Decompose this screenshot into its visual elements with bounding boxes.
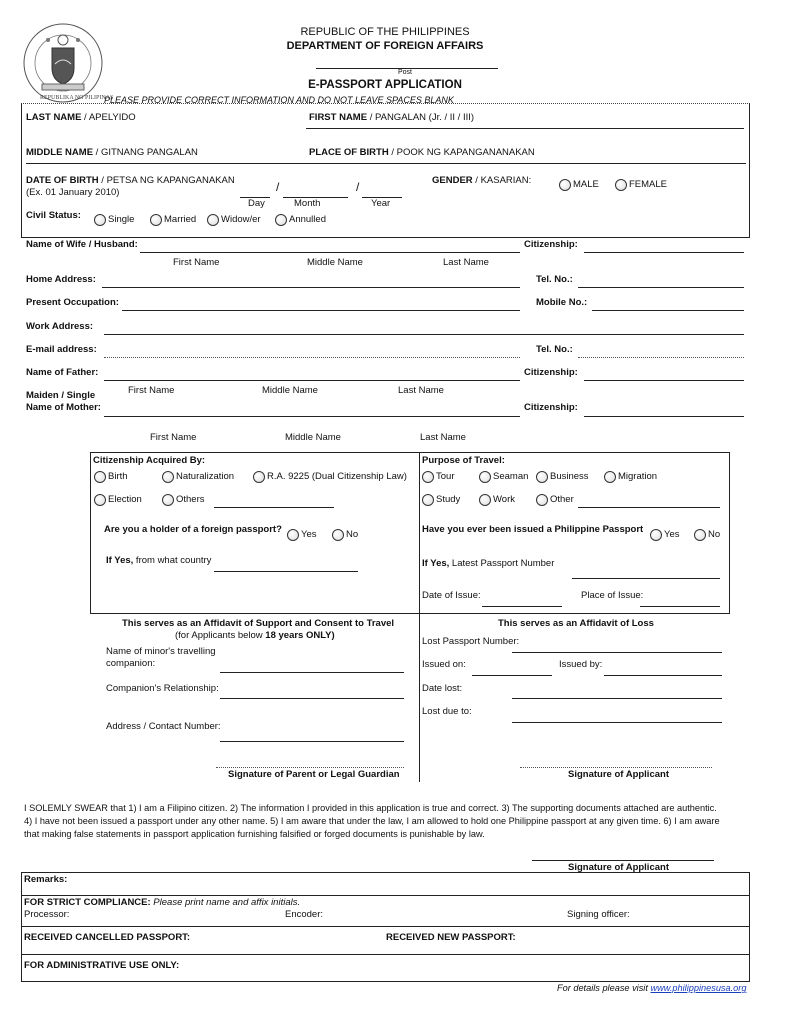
citizenship-travel-divider bbox=[419, 452, 420, 612]
work-radio[interactable] bbox=[479, 494, 491, 506]
father-middle-name-caption: Middle Name bbox=[262, 385, 318, 396]
loss-affidavit-title: This serves as an Affidavit of Loss bbox=[498, 618, 654, 629]
oath-line-1: I SOLEMLY SWEAR that 1) I am a Filipino citizen. 2) The information I provided in this application is true and correct. 3) The supporting documents attached are authentic. bbox=[24, 803, 717, 813]
other-purpose-field[interactable] bbox=[578, 507, 720, 508]
work-address-label: Work Address: bbox=[26, 321, 94, 332]
work-label: Work bbox=[493, 494, 515, 505]
seaman-label: Seaman bbox=[493, 471, 529, 482]
admin-row-divider-3 bbox=[21, 954, 749, 955]
republic-header: REPUBLIC OF THE PHILIPPINES bbox=[300, 26, 470, 38]
date-lost-field[interactable] bbox=[512, 698, 722, 699]
dob-slash-1: / bbox=[276, 180, 280, 194]
admin-row-divider-1 bbox=[21, 895, 749, 896]
home-tel-label: Tel. No.: bbox=[536, 274, 573, 285]
ra9225-label: R.A. 9225 (Dual Citizenship Law) bbox=[267, 471, 407, 482]
ph-yes-label: Yes bbox=[664, 529, 680, 540]
mother-first-name-caption: First Name bbox=[150, 432, 197, 443]
work-tel-field[interactable] bbox=[578, 357, 744, 358]
remarks-label: Remarks: bbox=[24, 874, 68, 885]
naturalization-radio[interactable] bbox=[162, 471, 174, 483]
mobile-field[interactable] bbox=[592, 310, 744, 311]
study-radio[interactable] bbox=[422, 494, 434, 506]
oath-line-3: that making false statements in passport application furnishing falsified or forged documents is punishable by law. bbox=[24, 829, 485, 839]
father-citizenship-label: Citizenship: bbox=[524, 367, 578, 378]
instruction-text: PLEASE PROVIDE CORRECT INFORMATION AND DO NOT LEAVE SPACES BLANK bbox=[104, 95, 454, 105]
dob-year-label: Year bbox=[371, 198, 391, 209]
occupation-field[interactable] bbox=[122, 310, 520, 311]
lost-due-field[interactable] bbox=[512, 722, 722, 723]
last-name-label: LAST NAME / APELYIDO bbox=[26, 112, 136, 123]
married-radio[interactable] bbox=[150, 214, 162, 226]
home-address-field[interactable] bbox=[102, 287, 520, 288]
civil-status-label: Civil Status: bbox=[26, 210, 81, 221]
mother-middle-name-caption: Middle Name bbox=[285, 432, 341, 443]
dob-example: (Ex. 01 January 2010) bbox=[26, 187, 120, 198]
male-label: MALE bbox=[573, 179, 599, 190]
election-label: Election bbox=[108, 494, 142, 505]
female-label: FEMALE bbox=[629, 179, 668, 190]
ra9225-radio[interactable] bbox=[253, 471, 265, 483]
others-label: Others bbox=[176, 494, 205, 505]
single-label: Single bbox=[108, 214, 135, 225]
father-last-name-caption: Last Name bbox=[398, 385, 444, 396]
minor-companion-field[interactable] bbox=[220, 672, 404, 673]
issued-by-field[interactable] bbox=[604, 675, 722, 676]
father-field[interactable] bbox=[104, 380, 520, 381]
minor-companion-label-2: companion: bbox=[106, 658, 156, 669]
support-affidavit-subtitle: (for Applicants below 18 years ONLY) bbox=[175, 630, 335, 641]
place-of-birth-label: PLACE OF BIRTH / POOK NG KAPANGANANAKAN bbox=[309, 147, 535, 158]
foreign-country-field[interactable] bbox=[214, 571, 358, 572]
issued-on-field[interactable] bbox=[472, 675, 552, 676]
foreign-yes-label: Yes bbox=[301, 529, 317, 540]
new-passport-label: RECEIVED NEW PASSPORT: bbox=[386, 932, 516, 943]
oath-line-2: 4) I have not been issued a passport under any other name. 5) I am aware that under the law, I am allowed to hold one Philippine passport at any given time. 6) I am aware bbox=[24, 816, 720, 826]
widow-label: Widow/er bbox=[221, 214, 261, 225]
admin-row-divider-2 bbox=[21, 926, 749, 927]
encoder-label: Encoder: bbox=[285, 909, 324, 920]
father-citizenship-field[interactable] bbox=[584, 380, 744, 381]
other-label: Other bbox=[550, 494, 574, 505]
loss-signature-label: Signature of Applicant bbox=[568, 769, 669, 780]
admin-use-label: FOR ADMINISTRATIVE USE ONLY: bbox=[24, 960, 180, 971]
other-radio[interactable] bbox=[536, 494, 548, 506]
email-label: E-mail address: bbox=[26, 344, 97, 355]
dob-slash-2: / bbox=[356, 180, 360, 194]
guardian-signature-label: Signature of Parent or Legal Guardian bbox=[228, 769, 400, 780]
dob-label: DATE OF BIRTH / PETSA NG KAPANGANAKAN bbox=[26, 175, 235, 186]
study-label: Study bbox=[436, 494, 461, 505]
first-name-label: FIRST NAME / PANGALAN (Jr. / II / III) bbox=[309, 112, 475, 123]
foreign-yes-radio[interactable] bbox=[287, 529, 299, 541]
date-of-issue-field[interactable] bbox=[482, 606, 562, 607]
mother-last-name-caption: Last Name bbox=[420, 432, 466, 443]
spouse-middle-name-caption: Middle Name bbox=[307, 257, 363, 268]
form-title: E-PASSPORT APPLICATION bbox=[308, 79, 462, 91]
issued-by-label: Issued by: bbox=[559, 659, 603, 670]
foreign-country-label: If Yes, from what country bbox=[106, 555, 212, 566]
loss-signature-line[interactable] bbox=[520, 767, 712, 768]
spouse-first-name-caption: First Name bbox=[173, 257, 220, 268]
spouse-field[interactable] bbox=[140, 252, 520, 253]
foreign-no-label: No bbox=[346, 529, 359, 540]
election-radio[interactable] bbox=[94, 494, 106, 506]
lost-passport-field[interactable] bbox=[512, 652, 722, 653]
work-address-field[interactable] bbox=[104, 334, 744, 335]
email-field[interactable] bbox=[104, 357, 520, 358]
place-of-issue-label: Place of Issue: bbox=[581, 590, 644, 601]
lost-due-label: Lost due to: bbox=[422, 706, 472, 717]
annulled-label: Annulled bbox=[289, 214, 326, 225]
guardian-signature-line[interactable] bbox=[216, 767, 404, 768]
ph-no-radio[interactable] bbox=[694, 529, 706, 541]
business-radio[interactable] bbox=[536, 471, 548, 483]
occupation-label: Present Occupation: bbox=[26, 297, 119, 308]
naturalization-label: Naturalization bbox=[176, 471, 235, 482]
mother-label-1: Maiden / Single bbox=[26, 390, 96, 401]
issued-on-label: Issued on: bbox=[422, 659, 466, 670]
applicant-signature-label: Signature of Applicant bbox=[568, 862, 669, 873]
ph-no-label: No bbox=[708, 529, 721, 540]
ph-yes-radio[interactable] bbox=[650, 529, 662, 541]
middle-name-field[interactable] bbox=[26, 163, 746, 164]
mother-field[interactable] bbox=[104, 416, 520, 417]
tour-radio[interactable] bbox=[422, 471, 434, 483]
others-field[interactable] bbox=[214, 507, 334, 508]
others-radio[interactable] bbox=[162, 494, 174, 506]
middle-name-label: MIDDLE NAME / GITNANG PANGALAN bbox=[26, 147, 198, 158]
spouse-citizenship-field[interactable] bbox=[584, 252, 744, 253]
father-first-name-caption: First Name bbox=[128, 385, 175, 396]
affidavit-divider bbox=[419, 612, 420, 782]
companion-address-label: Address / Contact Number: bbox=[106, 721, 221, 732]
date-of-issue-label: Date of Issue: bbox=[422, 590, 481, 601]
home-address-label: Home Address: bbox=[26, 274, 96, 285]
birth-radio[interactable] bbox=[94, 471, 106, 483]
svg-text:REPUBLIKA NG PILIPINAS: REPUBLIKA NG PILIPINAS bbox=[40, 95, 114, 101]
gender-label: GENDER / KASARIAN: bbox=[432, 175, 532, 186]
cancelled-passport-label: RECEIVED CANCELLED PASSPORT: bbox=[24, 932, 191, 943]
annulled-radio[interactable] bbox=[275, 214, 287, 226]
female-radio[interactable] bbox=[615, 179, 627, 191]
mother-label-2: Name of Mother: bbox=[26, 402, 101, 413]
seaman-radio[interactable] bbox=[479, 471, 491, 483]
married-label: Married bbox=[164, 214, 197, 225]
companion-relationship-field[interactable] bbox=[220, 698, 404, 699]
mother-citizenship-label: Citizenship: bbox=[524, 402, 578, 413]
latest-passport-label: If Yes, Latest Passport Number bbox=[422, 558, 555, 569]
post-label: Post bbox=[397, 69, 412, 76]
companion-relationship-label: Companion's Relationship: bbox=[106, 683, 219, 694]
mobile-label: Mobile No.: bbox=[536, 297, 588, 308]
department-header: DEPARTMENT OF FOREIGN AFFAIRS bbox=[286, 40, 484, 52]
dob-month-label: Month bbox=[294, 198, 321, 209]
mother-citizenship-field[interactable] bbox=[584, 416, 744, 417]
tour-label: Tour bbox=[436, 471, 455, 482]
single-radio[interactable] bbox=[94, 214, 106, 226]
lost-passport-label: Lost Passport Number: bbox=[422, 636, 520, 647]
dob-day-label: Day bbox=[248, 198, 265, 209]
work-tel-label: Tel. No.: bbox=[536, 344, 573, 355]
processor-label: Processor: bbox=[24, 909, 70, 920]
place-of-issue-field[interactable] bbox=[640, 606, 720, 607]
footer-note: For details please visit www.philippinesusa.org bbox=[557, 983, 747, 993]
migration-label: Migration bbox=[618, 471, 658, 482]
support-affidavit-title: This serves as an Affidavit of Support and Consent to Travel bbox=[122, 618, 395, 629]
home-tel-field[interactable] bbox=[578, 287, 744, 288]
first-name-field[interactable] bbox=[306, 128, 744, 129]
migration-radio[interactable] bbox=[604, 471, 616, 483]
spouse-last-name-caption: Last Name bbox=[443, 257, 489, 268]
spouse-label: Name of Wife / Husband: bbox=[26, 239, 138, 250]
minor-companion-label-1: Name of minor's travelling bbox=[106, 646, 216, 657]
website-link[interactable]: www.philippinesusa.org bbox=[650, 983, 747, 993]
widow-radio[interactable] bbox=[207, 214, 219, 226]
date-lost-label: Date lost: bbox=[422, 683, 463, 694]
signing-officer-label: Signing officer: bbox=[567, 909, 630, 920]
father-label: Name of Father: bbox=[26, 367, 99, 378]
birth-label: Birth bbox=[108, 471, 128, 482]
ph-passport-question: Have you ever been issued a Philippine Passport bbox=[422, 524, 644, 535]
companion-address-field-2[interactable] bbox=[220, 741, 404, 742]
compliance-label: FOR STRICT COMPLIANCE: Please print name and affix initials. bbox=[24, 897, 301, 908]
latest-passport-field[interactable] bbox=[572, 578, 720, 579]
spouse-citizenship-label: Citizenship: bbox=[524, 239, 578, 250]
business-label: Business bbox=[550, 471, 589, 482]
citizenship-acquired-title: Citizenship Acquired By: bbox=[93, 455, 206, 466]
purpose-of-travel-title: Purpose of Travel: bbox=[422, 455, 505, 466]
male-radio[interactable] bbox=[559, 179, 571, 191]
foreign-passport-question: Are you a holder of a foreign passport? bbox=[104, 524, 282, 535]
applicant-signature-line[interactable] bbox=[532, 860, 714, 861]
foreign-no-radio[interactable] bbox=[332, 529, 344, 541]
